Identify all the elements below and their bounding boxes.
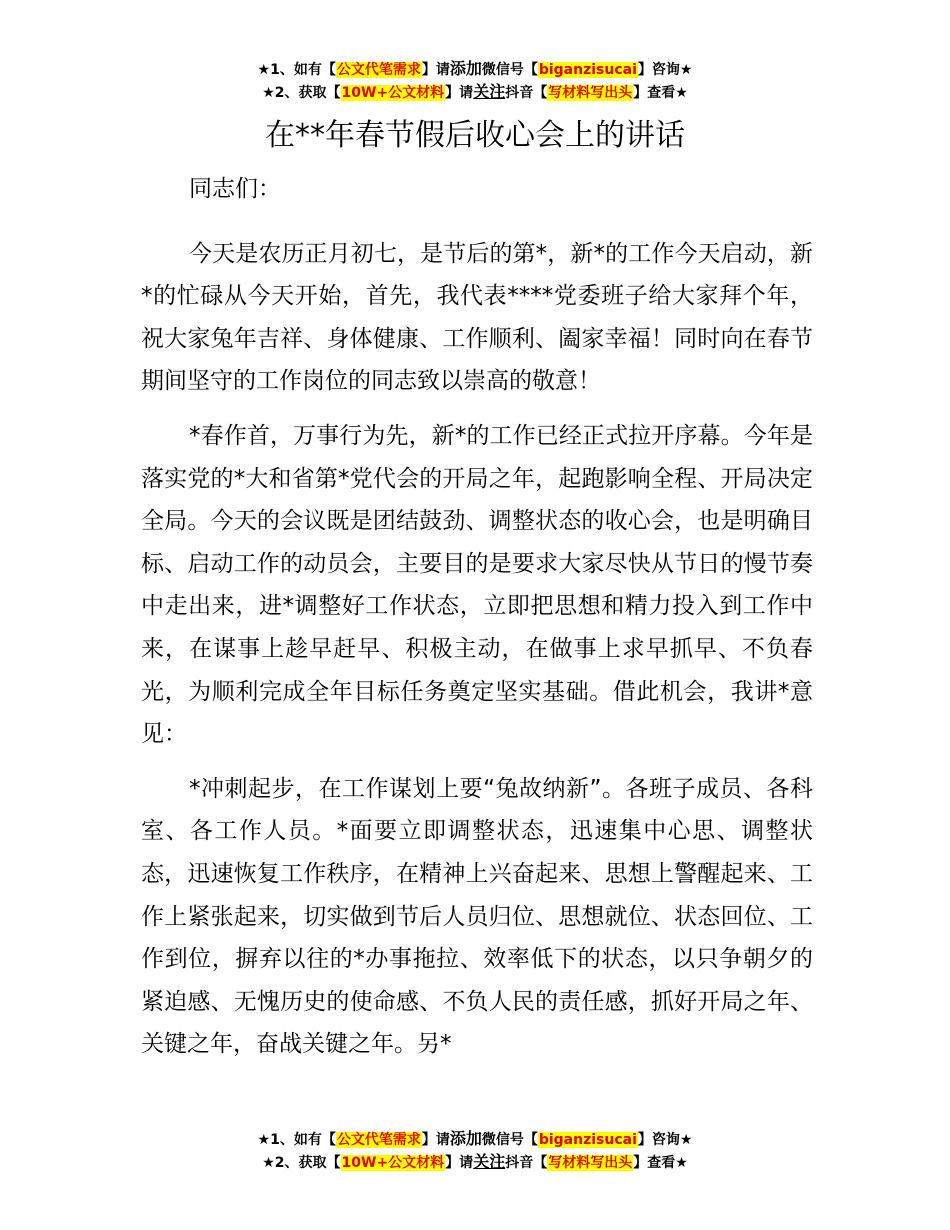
footer-line-1: ★1、如有【公文代笔需求】请添加微信号【biganzisucai】咨询★ — [257, 1129, 693, 1148]
footer-line-2: ★2、获取【10W+公文材料】请关注抖音【写材料写出头】查看★ — [262, 1152, 688, 1171]
highlight-wechat-id: biganzisucai — [538, 62, 637, 78]
highlight-materials: 10W+公文材料 — [341, 1155, 445, 1171]
paragraph-1: 今天是农历正月初七，是节后的第*，新*的工作今天启动，新*的忙碌从今天开始，首先，我代表****党委班子给大家拜个年，祝大家兔年吉祥、身体健康、工作顺利、阖家幸福！同时向在春节期间坚守的工作岗位的同志致以崇高的敬意！ — [141, 240, 813, 395]
footer-banner — [0, 1128, 950, 1174]
banner-line-2: ★2、获取【10W+公文材料】请关注抖音【写材料写出头】查看★ — [262, 82, 688, 101]
paragraph-3: *冲刺起步，在工作谋划上要“兔故纳新”。各班子成员、各科室、各工作人员。*面要立即调整状态，迅速集中心思、调整状态，迅速恢复工作秩序，在精神上兴奋起来、思想上警醒起来、工作上紧张起来，切实做到节后人员归位、思想就位、状态回位、工作到位，摒弃以往的*办事拖拉、效率低下的状态，以只争朝夕的紧迫感、无愧历史的使命感、不负人民的责任感，抓好开局之年、关键之年，奋战关键之年。另* — [141, 775, 813, 1058]
highlight-wechat-id: biganzisucai — [538, 1132, 637, 1148]
highlight-writing-service: 公文代笔需求 — [336, 1132, 421, 1148]
highlight-writing-service: 公文代笔需求 — [336, 62, 421, 78]
header-banner — [0, 58, 950, 104]
greeting: 同志们： — [189, 176, 281, 202]
document-title: 在**年春节假后收心会上的讲话 — [265, 118, 685, 153]
paragraph-2: *春作首，万事行为先，新*的工作已经正式拉开序幕。今年是落实党的*大和省第*党代会的开局之年，起跑影响全程、开局决定全局。今天的会议既是团结鼓劲、调整状态的收心会，也是明确目标、启动工作的动员会，主要目的是要求大家尽快从节日的慢节奏中走出来，进*调整好工作状态，立即把思想和精力投入到工作中来，在谋事上趁早赶早、积极主动，在做事上求早抓早、不负春光，为顺利完成全年目标任务奠定坚实基础。借此机会，我讲*意见： — [141, 422, 813, 748]
document-body — [141, 168, 813, 1078]
highlight-douyin-account: 写材料写出头 — [548, 85, 633, 101]
highlight-materials: 10W+公文材料 — [341, 85, 445, 101]
banner-line-1: ★1、如有【公文代笔需求】请添加微信号【biganzisucai】咨询★ — [257, 59, 693, 78]
highlight-douyin-account: 写材料写出头 — [548, 1155, 633, 1171]
